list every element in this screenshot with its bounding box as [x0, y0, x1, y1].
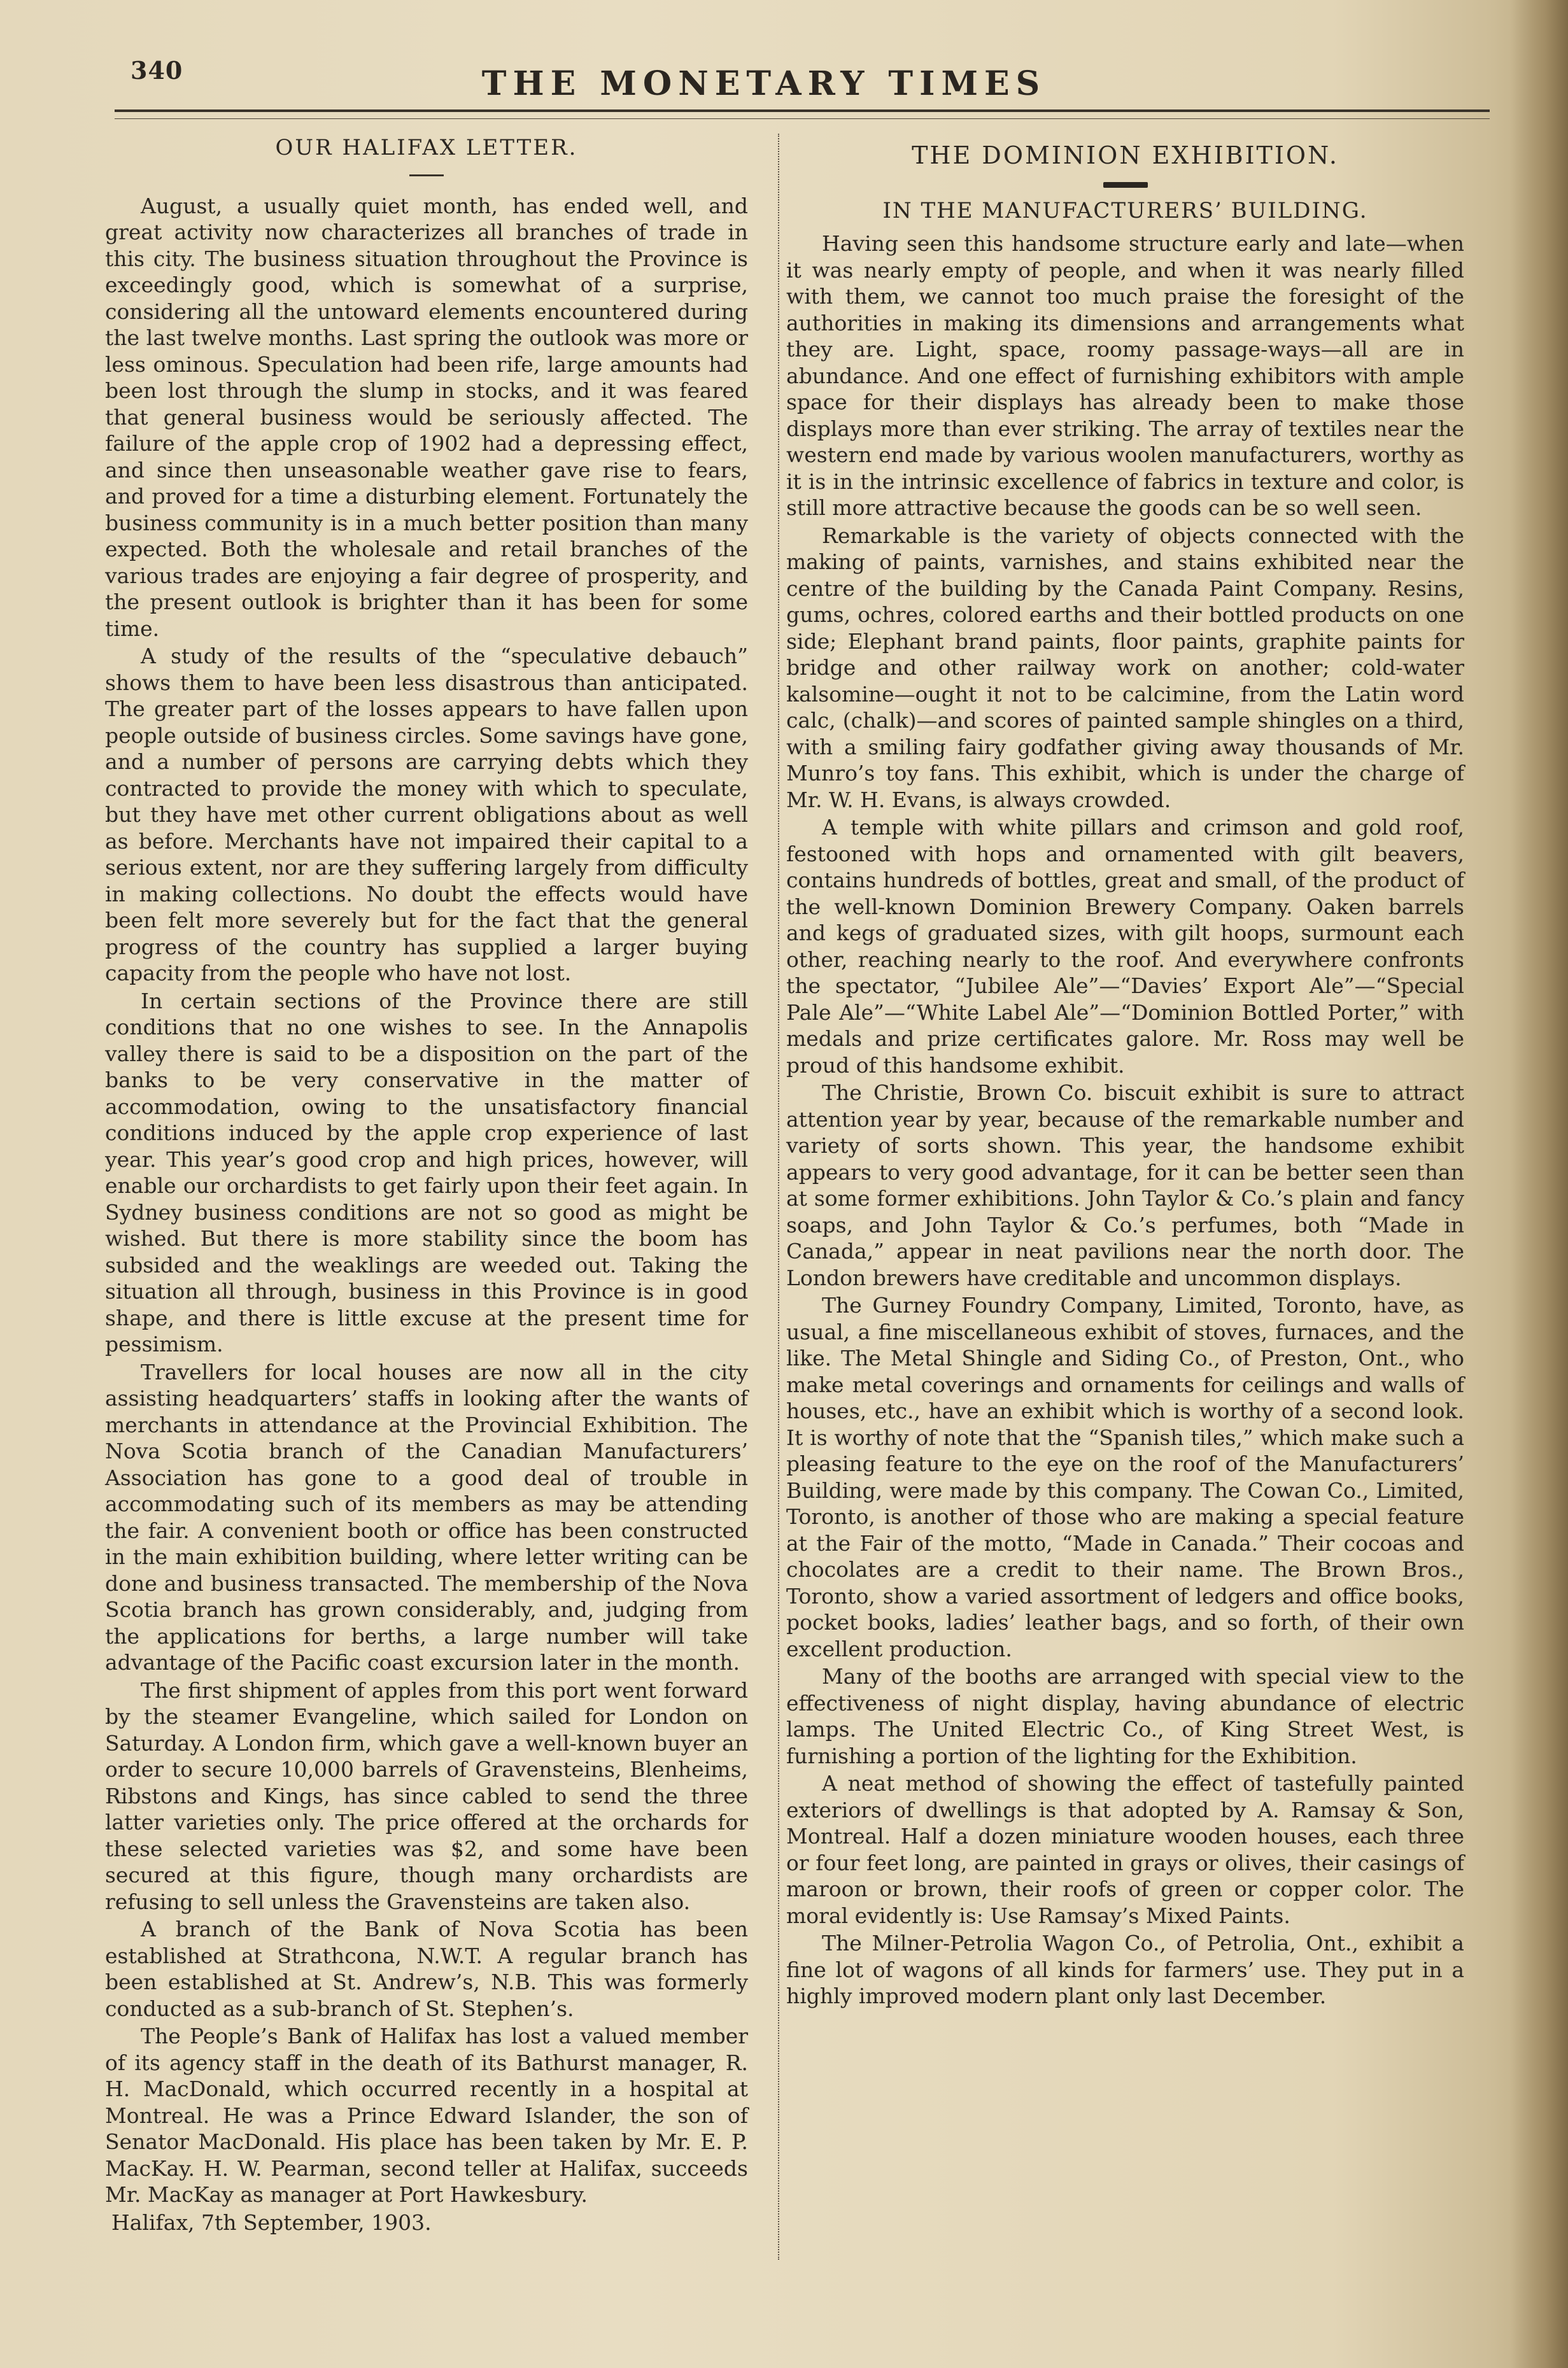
masthead-rule: [115, 109, 1490, 112]
article-paragraph: The Milner-Petrolia Wagon Co., of Petrolia, Ont., exhibit a fine lot of wagons of all kinds for farmers’ use. They put in a highly improved modern plant only last December.: [786, 1931, 1464, 2008]
title-rule: [409, 174, 444, 176]
page-spine-shadow: [1511, 0, 1568, 2368]
article-paragraph: A branch of the Bank of Nova Scotia has been established at Strathcona, N.W.T. A regular branch has been established at St. Andrew’s, N.B. This was formerly conducted as a sub-branch of St. Stephen’s.: [105, 1917, 748, 2021]
article-paragraph: Many of the booths are arranged with special view to the effectiveness of night display, having abundance of electric lamps. The United Electric Co., of King Street West, is furnishing a portion of the lighting for the Exhibition.: [786, 1664, 1464, 1768]
article-paragraph: A neat method of showing the effect of tastefully painted exteriors of dwellings is that adopted by A. Ramsay & Son, Montreal. Half a dozen miniature wooden houses, each three or four feet long, are painted in grays or olives, their casings of maroon or brown, their roofs of green or copper color. The moral evidently is: Use Ramsay’s Mixed Paints.: [786, 1771, 1464, 1928]
article-paragraph: In certain sections of the Province there are still conditions that no one wishes to see. In the Annapolis valley there is said to be a disposition on the part of the banks to be very conservative in the matter of accommodation, owing to the unsatisfactory financial conditions induced by the apple crop experience of last year. This year’s good crop and high prices, however, will enable our orchardists to get fairly upon their feet again. In Sydney business conditions are not so good as might be wished. But there is more stability since the boom has subsided and the weaklings are weeded out. Taking the situation all through, business in this Province is in good shape, and there is little excuse at the present time for pessimism.: [105, 988, 748, 1357]
article-dateline: Halifax, 7th September, 1903.: [111, 2209, 432, 2235]
article-paragraph: A study of the results of the “speculative debauch” shows them to have been less disastrous than anticipated. The greater part of the losses appears to have fallen upon people outside of business circles. Some savings have gone, and a number of persons are carrying debts which they contracted to provide the money with which to speculate, but they have met other current obligations about as well as before. Merchants have not impaired their capital to a serious extent, nor are they suffering largely from difficulty in making collections. No doubt the effects would have been felt more severely but for the fact that the general progress of the country has supplied a larger buying capacity from the people who have not lost.: [105, 644, 748, 985]
article-paragraph: The Gurney Foundry Company, Limited, Toronto, have, as usual, a fine miscellaneous exhibit of stoves, furnaces, and the like. The Metal Shingle and Siding Co., of Preston, Ont., who make metal coverings and ornaments for ceilings and walls of houses, etc., have an exhibit which is worthy of a second look. It is worthy of note that the “Spanish tiles,” which make such a pleasing feature to the eye on the roof of the Manufacturers’ Building, were made by this company. The Cowan Co., Limited, Toronto, is another of those who are making a special feature at the Fair of the motto, “Made in Canada.” Their cocoas and chocolates are a credit to their name. The Brown Bros., Toronto, show a varied assortment of ledgers and office books, pocket books, ladies’ leather bags, and so forth, of their own excellent production.: [786, 1293, 1464, 1661]
article-paragraph: A temple with white pillars and crimson and gold roof, festooned with hops and ornamented with gilt beavers, contains hundreds of bottles, great and small, of the product of the well-known Dominion Brewery Company. Oaken barrels and kegs of graduated sizes, with gilt hoops, surmount each other, reaching nearly to the roof. And everywhere confronts the spectator, “Jubilee Ale”—“Davies’ Export Ale”—“Special Pale Ale”—“White Label Ale”—“Dominion Bottled Porter,” with medals and prize certificates galore. Mr. Ross may well be proud of this handsome exhibit.: [786, 815, 1464, 1078]
right-article-subtitle: IN THE MANUFACTURERS’ BUILDING.: [882, 197, 1368, 223]
right-article-title: THE DOMINION EXHIBITION.: [912, 141, 1339, 169]
right-column-article: [767, 134, 1464, 2010]
page-number: 340: [131, 56, 183, 85]
masthead-rule-thin: [115, 118, 1490, 119]
article-paragraph: Having seen this handsome structure early and late—when it was nearly empty of people, and when it was nearly filled with them, we cannot too much praise the foresight of the authorities in making its dimensions and arrangements what they are. Light, space, roomy passage-ways—all are in abundance. And one effect of furnishing exhibitors with ample space for their displays has already been to make those displays more than ever striking. The array of textiles near the western end made by various woolen manufacturers, worthy as it is in the intrinsic excellence of fabrics in texture and color, is still more attractive because the goods can be so well seen.: [786, 231, 1464, 520]
publication-masthead: THE MONETARY TIMES: [481, 64, 1047, 103]
article-paragraph: The People’s Bank of Halifax has lost a valued member of its agency staff in the death of its Bathurst manager, R. H. MacDonald, which occurred recently in a hospital at Montreal. He was a Prince Edward Islander, the son of Senator MacDonald. His place has been taken by Mr. E. P. MacKay. H. W. Pearman, second teller at Halifax, succeeds Mr. MacKay as manager at Port Hawkesbury.: [105, 2024, 748, 2207]
article-paragraph: The Christie, Brown Co. biscuit exhibit is sure to attract attention year by year, because of the remarkable number and variety of sorts shown. This year, the handsome exhibit appears to very good advantage, for it can be better seen than at some former exhibitions. John Taylor & Co.’s plain and fancy soaps, and John Taylor & Co.’s perfumes, both “Made in Canada,” appear in neat pavilions near the north door. The London brewers have creditable and uncommon displays.: [786, 1080, 1464, 1290]
left-column-article: [105, 134, 748, 2236]
article-paragraph: The first shipment of apples from this port went forward by the steamer Evangeline, which sailed for London on Saturday. A London firm, which gave a well-known buyer an order to secure 10,000 barrels of Gravensteins, Blenheims, Ribstons and Kings, has since cabled to send the three latter varieties only. The price offered at the orchards for these selected varieties was $2, and some have been secured at this figure, though many orchardists are refusing to sell unless the Gravensteins are taken also.: [105, 1677, 748, 1914]
title-rule: [1103, 182, 1148, 188]
left-article-title: OUR HALIFAX LETTER.: [275, 135, 578, 160]
article-paragraph: August, a usually quiet month, has ended well, and great activity now characterizes all branches of trade in this city. The business situation throughout the Province is exceedingly good, which is somewhat of a surprise, considering all the untoward elements encountered during the last twelve months. Last spring the outlook was more or less ominous. Speculation had been rife, large amounts had been lost through the slump in stocks, and it was feared that general business would be seriously affected. The failure of the apple crop of 1902 had a depressing effect, and since then unseasonable weather gave rise to fears, and proved for a time a disturbing element. Fortunately the business community is in a much better position than many expected. Both the wholesale and retail branches of the various trades are enjoying a fair degree of prosperity, and the present outlook is brighter than it has been for some time.: [105, 193, 748, 641]
article-paragraph: Remarkable is the variety of objects connected with the making of paints, varnishes, and stains exhibited near the centre of the building by the Canada Paint Company. Resins, gums, ochres, colored earths and their bottled products on one side; Elephant brand paints, floor paints, graphite paints for bridge and other railway work on another; cold-water kalsomine—ought it not to be calcimine, from the Latin word calc, (chalk)—and scores of painted sample shingles on a third, with a smiling fairy godfather giving away thousands of Mr. Munro’s toy fans. This exhibit, which is under the charge of Mr. W. H. Evans, is always crowded.: [786, 523, 1464, 812]
article-paragraph: Travellers for local houses are now all in the city assisting headquarters’ staffs in looking after the wants of merchants in attendance at the Provincial Exhibition. The Nova Scotia branch of the Canadian Manufacturers’ Association has gone to a good deal of trouble in accommodating such of its members as may be attending the fair. A convenient booth or office has been constructed in the main exhibition building, where letter writing can be done and business transacted. The membership of the Nova Scotia branch has grown considerably, and, judging from the applications for berths, a large number will take advantage of the Pacific coast excursion later in the month.: [105, 1359, 748, 1675]
